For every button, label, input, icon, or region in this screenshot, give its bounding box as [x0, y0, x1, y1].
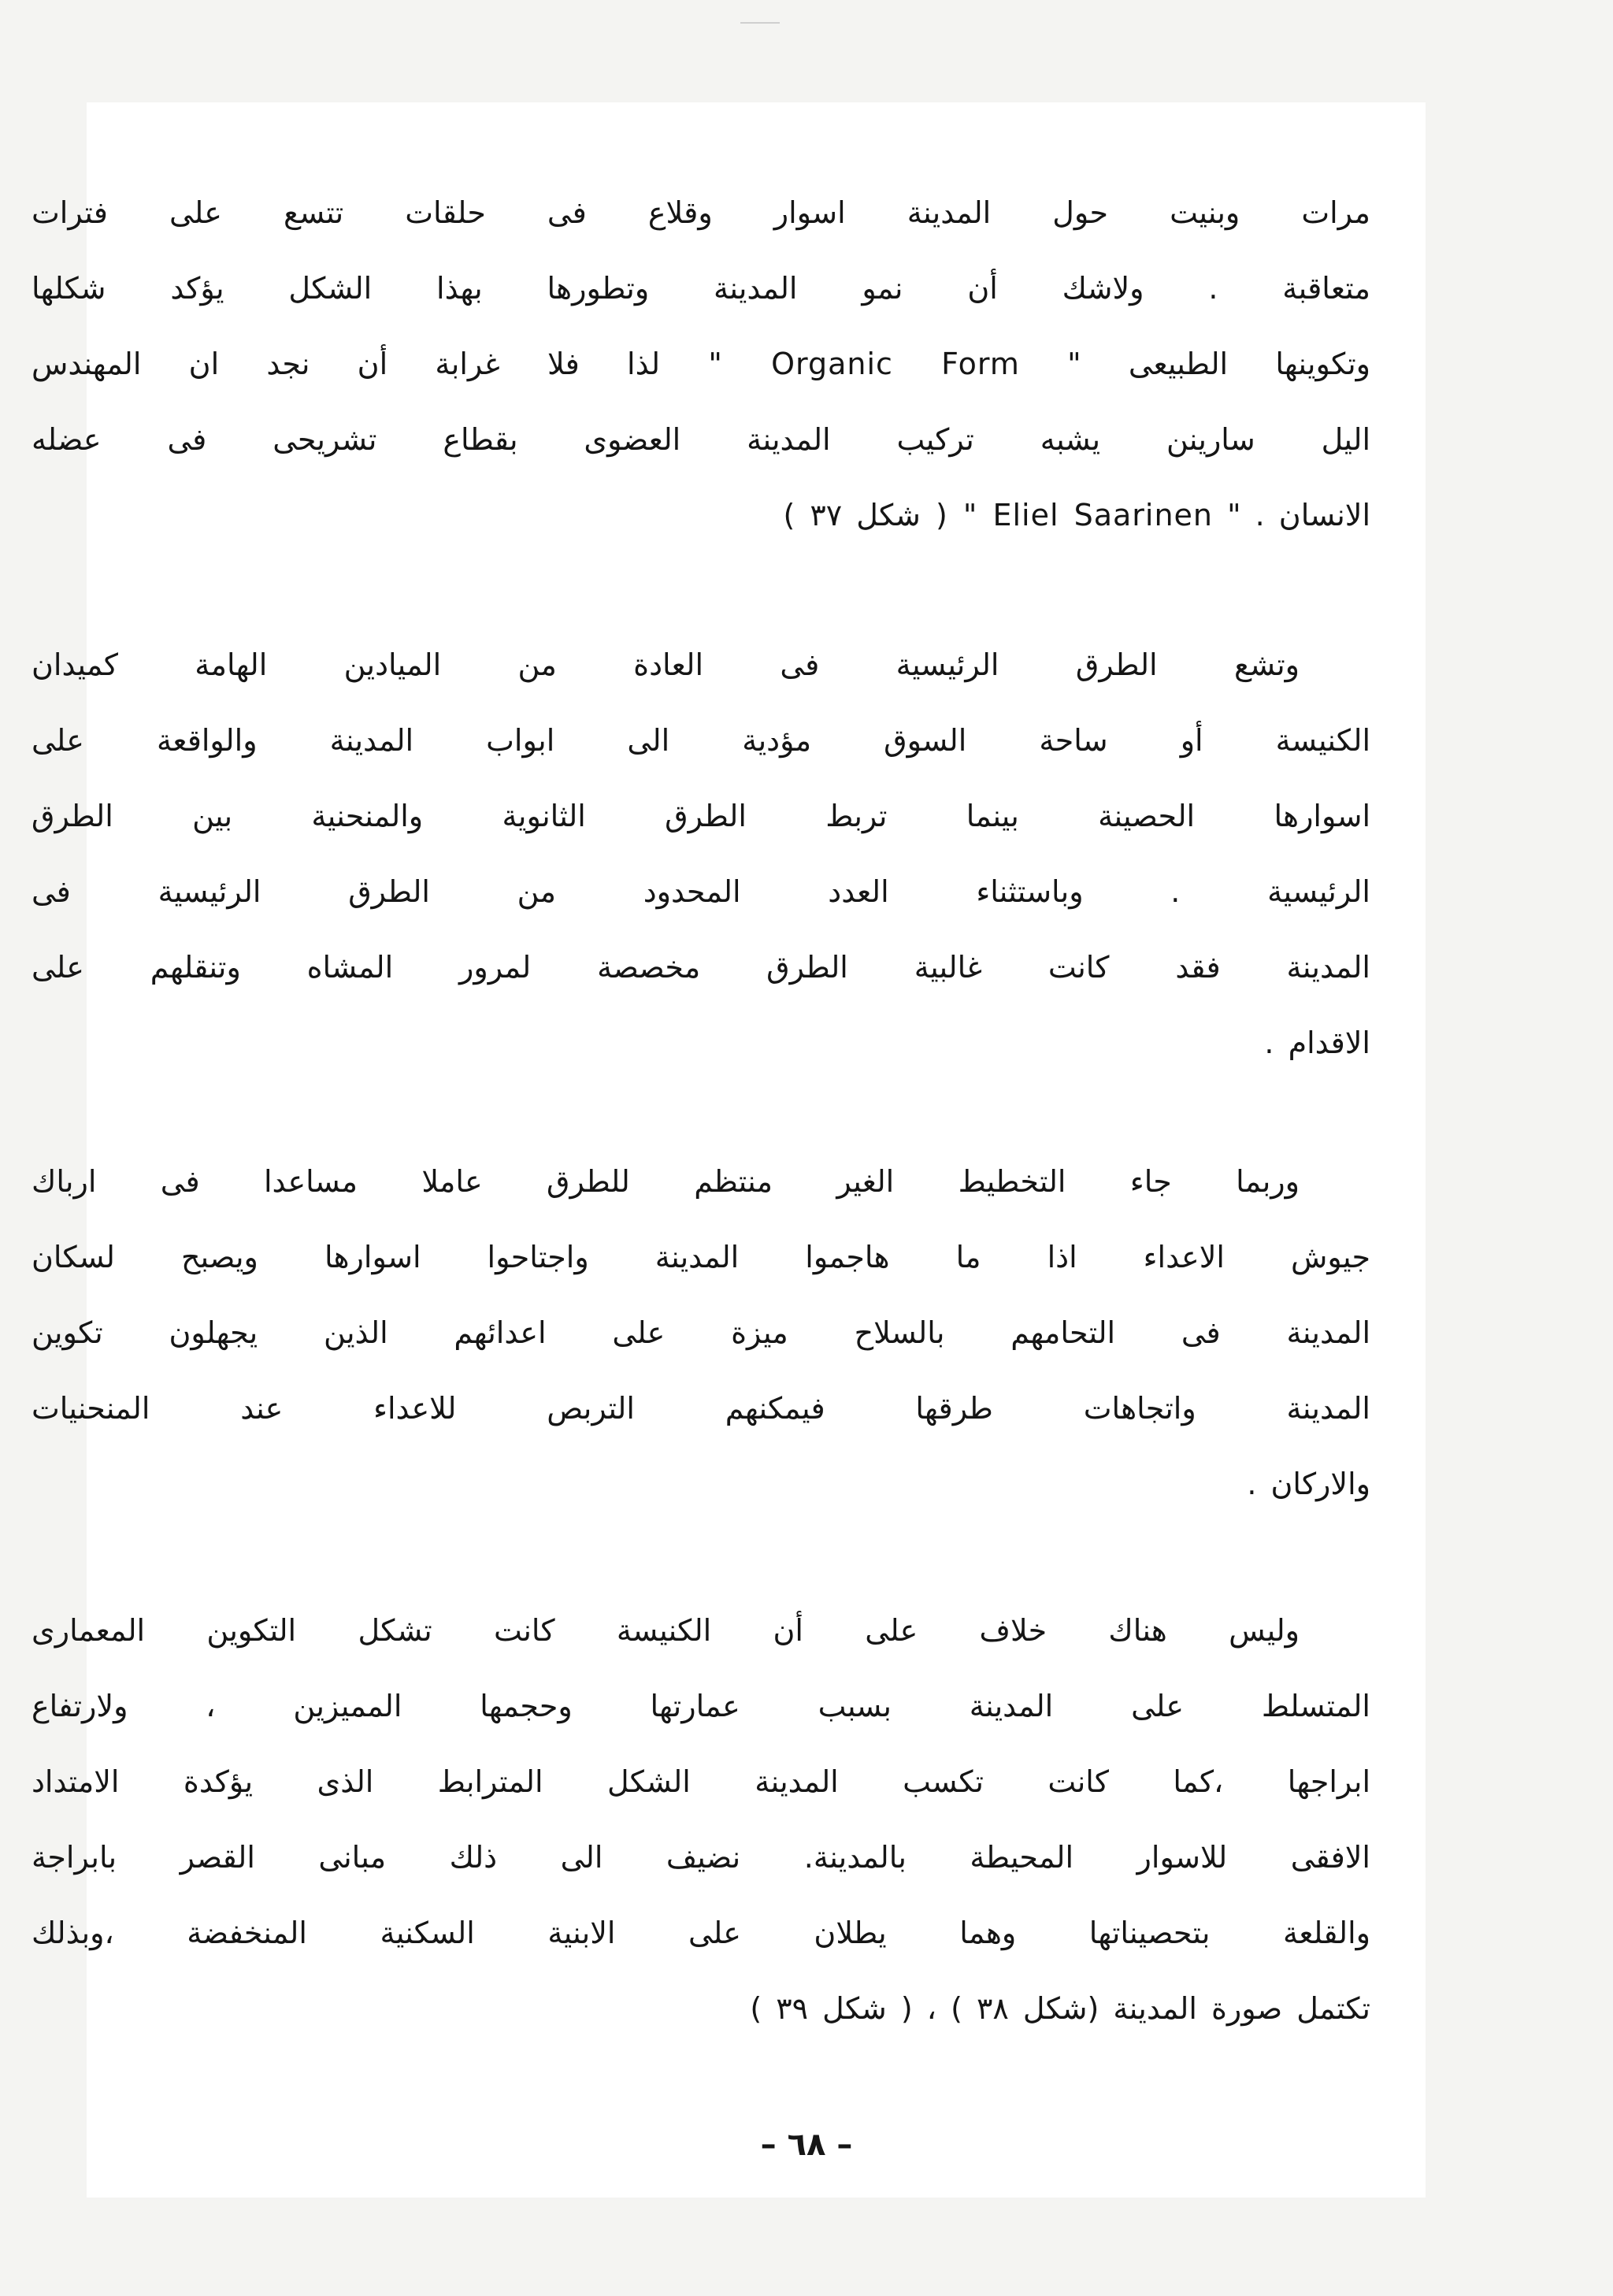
paragraph-2-line-5: المدينة فقد كانت غالبية الطرق مخصصة لمرور المشاه وتنقلهم على [32, 950, 1370, 985]
paragraph-2-line-6: الاقدام . [1264, 1026, 1370, 1060]
paragraph-4-line-5: والقلعة بتحصيناتها وهما يطلان على الابنية السكنية المنخفضة ،وبذلك [32, 1916, 1370, 1950]
page-number: – ٦٨ – [760, 2127, 853, 2163]
paragraph-2-line-2: الكنيسة أو ساحة السوق مؤدية الى ابواب المدينة والواقعة على [32, 723, 1370, 758]
paragraph-2-line-3: اسوارها الحصينة بينما تربط الطرق الثانوية والمنحنية بين الطرق [32, 799, 1370, 833]
paragraph-2-line-1: وتشع الطرق الرئيسية فى العادة من الميادين الهامة كميدان [32, 647, 1300, 682]
scan-artifact [740, 22, 780, 24]
paragraph-1-line-1: مرات وبنيت حول المدينة اسوار وقلاع فى حلقات تتسع على فترات [32, 195, 1370, 230]
paragraph-4-line-2: المتسلط على المدينة بسبب عمارتها وحجمها المميزين ، ولارتفاع [32, 1689, 1370, 1723]
paragraph-2-line-4: الرئيسية . وباستثناء العدد المحدود من الطرق الرئيسية فى [32, 874, 1370, 909]
paragraph-4-line-1: وليس هناك خلاف على أن الكنيسة كانت تشكل التكوين المعمارى [32, 1613, 1300, 1648]
paragraph-1-line-5: الانسان . " Eliel Saarinen " ( شكل ٣٧ ) [783, 498, 1370, 532]
paragraph-3-line-4: المدينة واتجاهات طرقها فيمكنهم التربص للاعداء عند المنحنيات [32, 1391, 1370, 1426]
paragraph-3-line-5: والاركان . [1247, 1467, 1370, 1501]
paragraph-1-line-2: متعاقبة . ولاشك أن نمو المدينة وتطورها بهذا الشكل يؤكد شكلها [32, 271, 1370, 306]
paragraph-4-line-4: الافقى للاسوار المحيطة بالمدينة. نضيف الى ذلك مبانى القصر بابراجة [32, 1840, 1370, 1875]
paragraph-3-line-2: جيوش الاعداء اذا ما هاجموا المدينة واجتاحوا اسوارها ويصبح لسكان [32, 1240, 1370, 1274]
paragraph-3-line-3: المدينة فى التحامهم بالسلاح ميزة على اعدائهم الذين يجهلون تكوين [32, 1315, 1370, 1350]
paragraph-4-line-6: تكتمل صورة المدينة (شكل ٣٨ ) ، ( شكل ٣٩ ) [750, 1991, 1370, 2026]
paragraph-4-line-3: ابراجها ،كما كانت تكسب المدينة الشكل المترابط الذى يؤكدة الامتداد [32, 1764, 1370, 1799]
paragraph-3-line-1: وربما جاء التخطيط الغير منتظم للطرق عاملا مساعدا فى ارباك [32, 1164, 1300, 1199]
paragraph-1-line-3: وتكوينها الطبيعى " Organic Form " لذا فلا غرابة أن نجد ان المهندس [32, 347, 1371, 381]
paragraph-1-line-4: اليل سارينن يشبه تركيب المدينة العضوى بقطاع تشريحى فى عضله [32, 422, 1370, 457]
